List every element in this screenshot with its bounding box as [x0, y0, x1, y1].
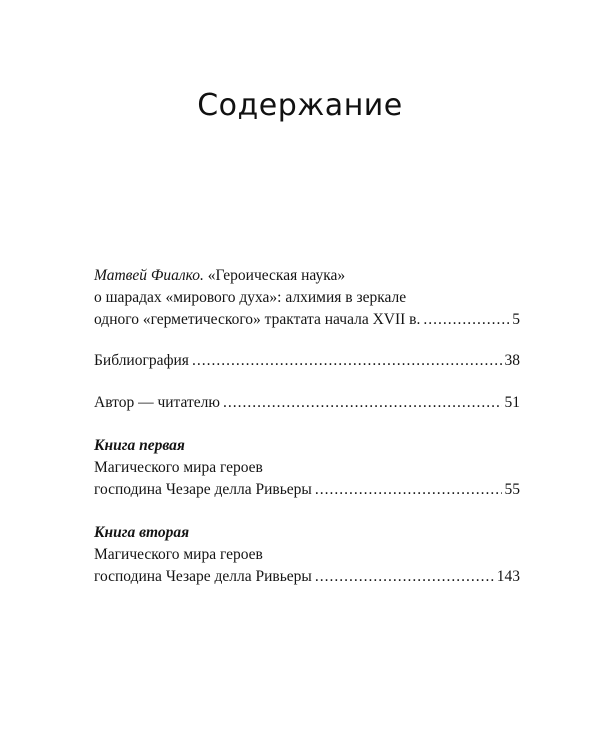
toc-entry-leader-line	[94, 479, 520, 501]
toc-entry-leader-line	[94, 566, 520, 588]
toc-entry-line	[94, 265, 520, 287]
toc-entry-bibliography	[94, 350, 520, 372]
toc-entry-title-line: о шарадах «мирового духа»: алхимия в зеркале	[94, 289, 407, 306]
toc-entry-leader-line	[94, 392, 520, 414]
toc-entry-title-line: Магического мира героев	[94, 546, 263, 563]
toc-entry-author: Матвей Фиалко.	[94, 267, 204, 284]
table-of-contents	[94, 265, 520, 588]
dot-leader	[223, 392, 502, 414]
toc-entry-title-line: Магического мира героев	[94, 459, 263, 476]
toc-entry-title-line: одного «герметического» трактата начала XVII в.	[94, 311, 421, 328]
toc-entry-book-two	[94, 522, 520, 588]
dot-leader	[423, 309, 509, 331]
toc-page-number: 143	[496, 568, 520, 585]
toc-page-number: 55	[504, 481, 520, 498]
dot-leader	[315, 479, 502, 501]
toc-entry-title: Автор — читателю	[94, 394, 220, 411]
toc-entry-book-one	[94, 435, 520, 501]
toc-page-number: 38	[504, 352, 520, 369]
toc-entry-title-line: «Героическая наука»	[207, 267, 346, 284]
toc-entry-fialko	[94, 265, 520, 331]
toc-entry-leader-line	[94, 350, 520, 372]
toc-page-number: 5	[512, 311, 520, 328]
dot-leader	[315, 566, 494, 588]
toc-book-label: Книга первая	[94, 437, 185, 454]
toc-book-label: Книга вторая	[94, 524, 190, 541]
toc-entry-title-line: господина Чезаре делла Ривьеры	[94, 481, 312, 498]
toc-entry-title-line: господина Чезаре делла Ривьеры	[94, 568, 312, 585]
toc-entry-leader-line	[94, 309, 520, 331]
toc-entry-author-to-reader	[94, 392, 520, 414]
dot-leader	[192, 350, 502, 372]
toc-entry-title: Библиография	[94, 352, 189, 369]
toc-page-number: 51	[504, 394, 520, 411]
page-title: Содержание	[197, 88, 403, 123]
